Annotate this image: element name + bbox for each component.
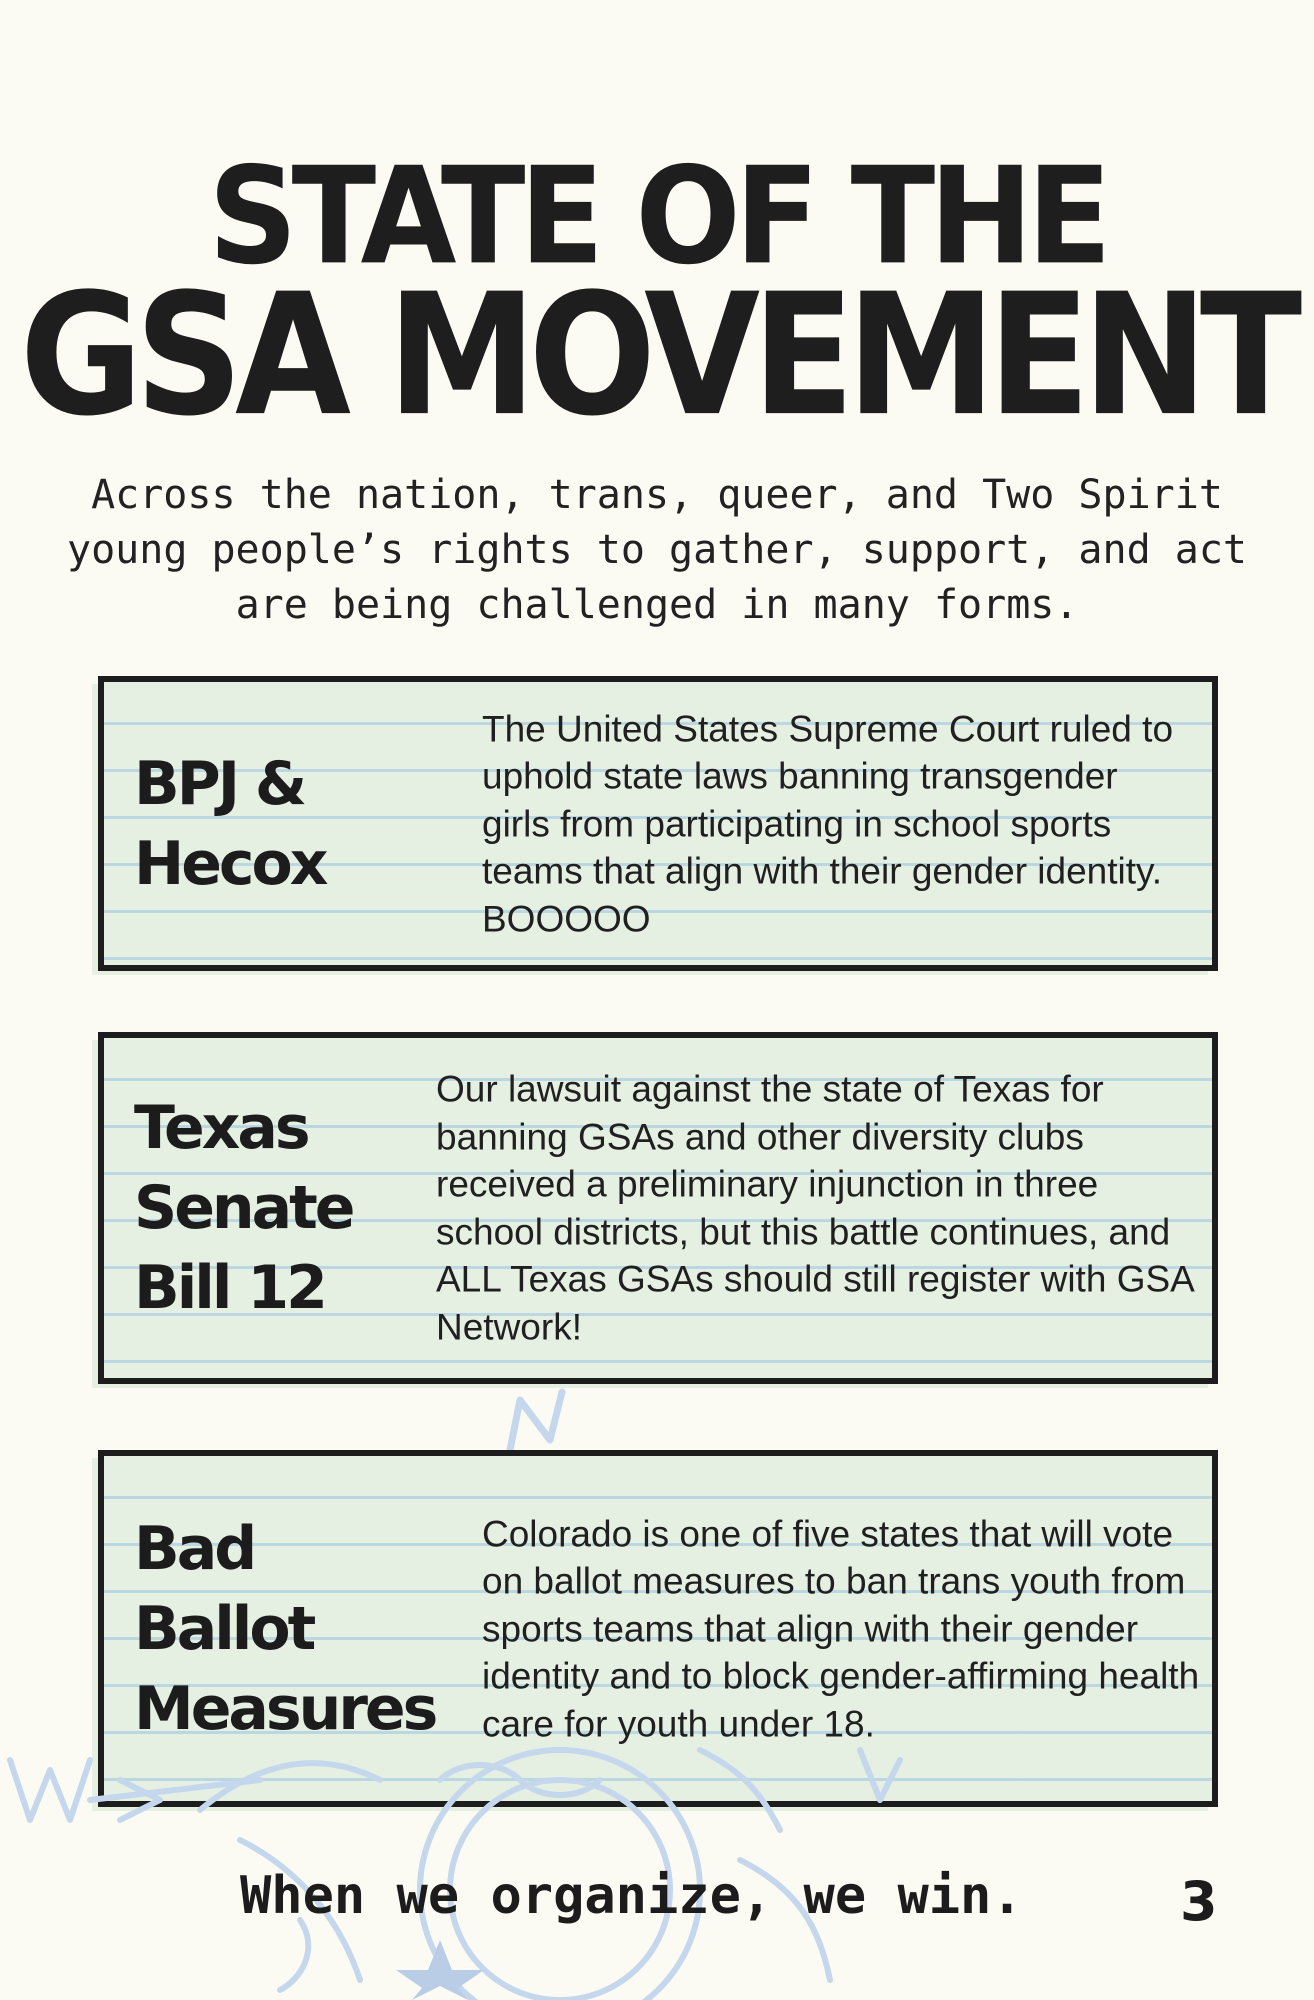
- card-bad-ballot-measures: [98, 1450, 1218, 1807]
- card-texas-senate-bill-12: [98, 1032, 1218, 1384]
- card-body: The United States Supreme Court ruled to uphold state laws banning transgender girls from participating in school sports teams that align with their gender identity. BOOOOO: [482, 707, 1174, 939]
- card-bpj-hecox: [98, 676, 1218, 971]
- intro-paragraph: Across the nation, trans, queer, and Two Spirit young people’s rights to gather, support, and act are being challenged in many forms.: [66, 472, 1248, 628]
- page-title-line-1: STATE OF THE: [208, 139, 1106, 295]
- footer-slogan: When we organize, we win.: [240, 1866, 1023, 1926]
- compass-needle-sketch-icon: [480, 1380, 600, 1460]
- card-body: Colorado is one of five states that will vote on ballot measures to ban trans youth from sports teams that align with their gender identity and to block gender-affirming health care for youth under 18.: [482, 1512, 1200, 1744]
- card-body: Our lawsuit against the state of Texas for banning GSAs and other diversity clubs received a preliminary injunction in three school districts, but this battle continues, and ALL Texas GSAs should still register with GSA Network!: [436, 1068, 1193, 1347]
- card-heading: Bad Ballot Measures: [134, 1513, 436, 1744]
- card-heading: BPJ & Hecox: [134, 748, 326, 899]
- page-title-line-2: GSA MOVEMENT: [19, 258, 1295, 454]
- card-heading: Texas Senate Bill 12: [134, 1093, 353, 1323]
- page-number: 3: [1180, 1870, 1218, 1933]
